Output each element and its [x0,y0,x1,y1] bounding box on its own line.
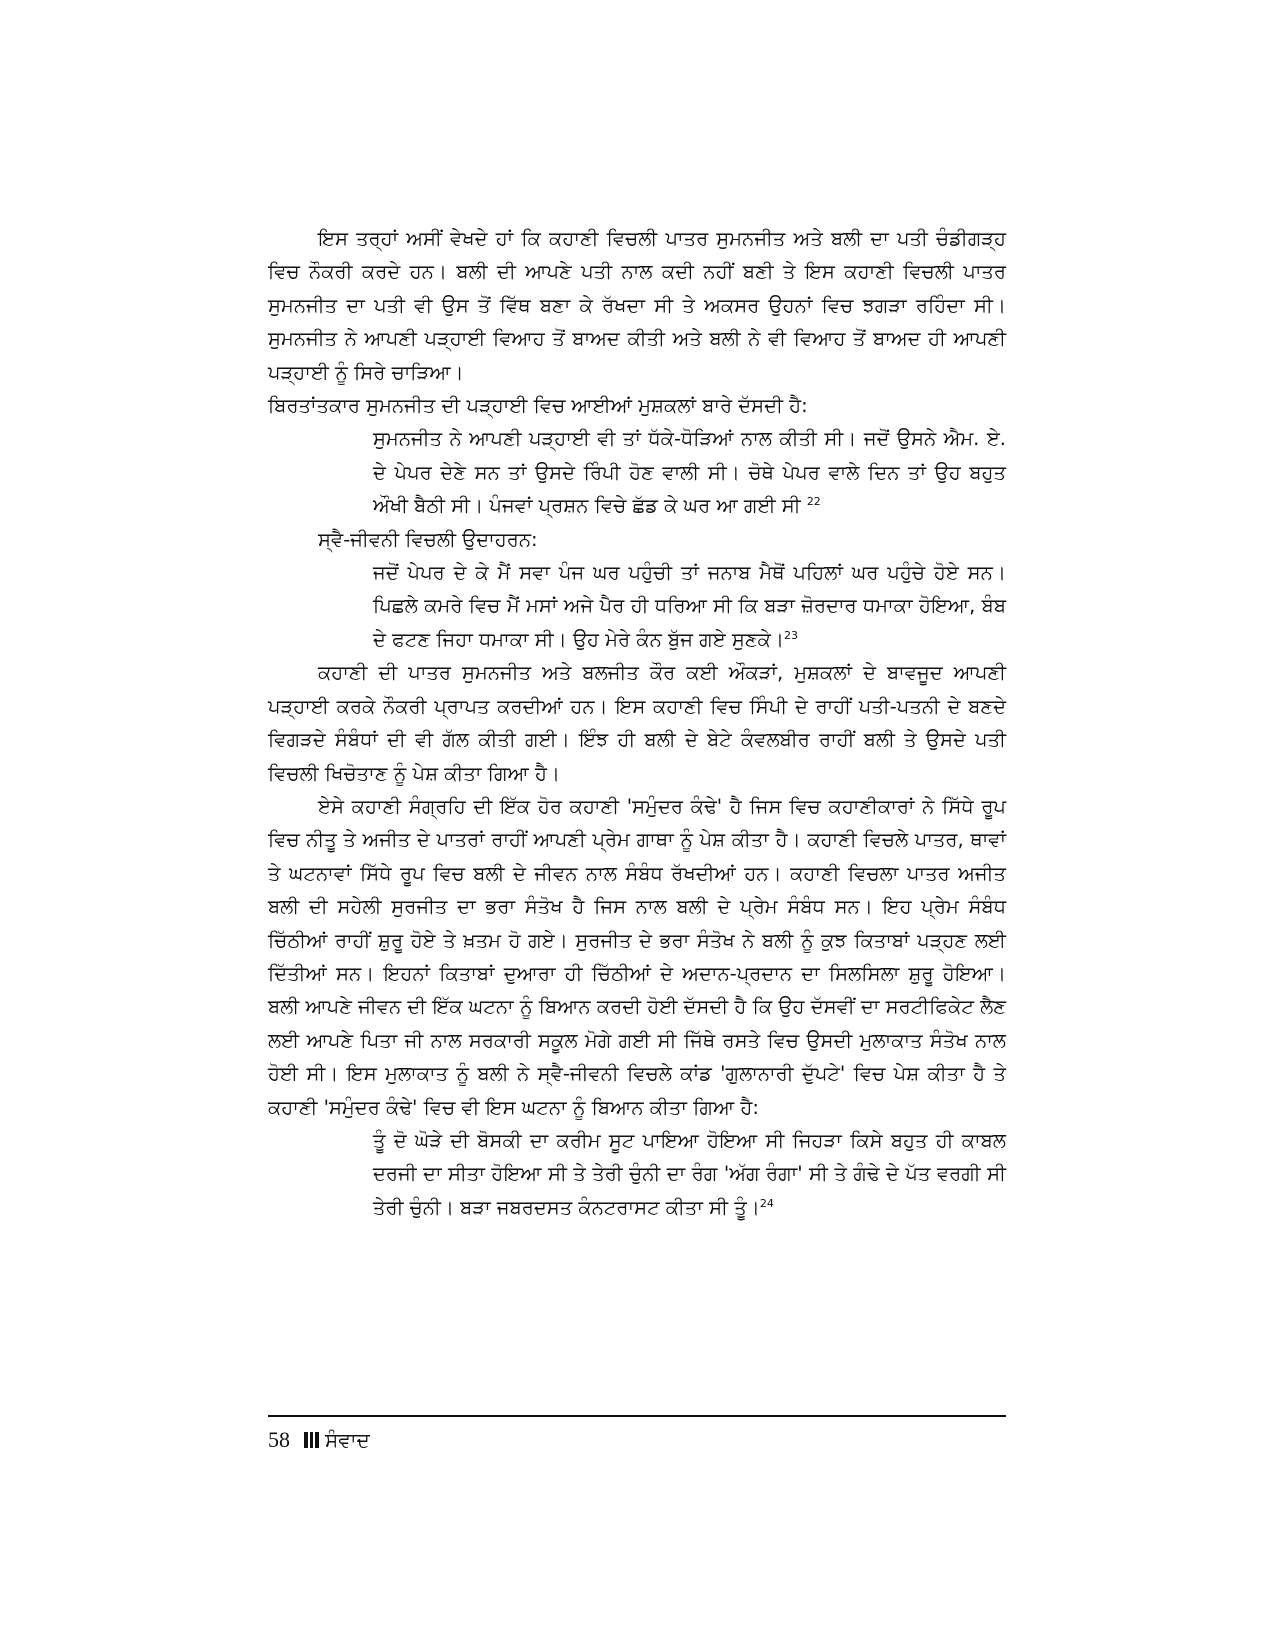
paragraph-1: ਇਸ ਤਰ੍ਹਾਂ ਅਸੀਂ ਵੇਖਦੇ ਹਾਂ ਕਿ ਕਹਾਣੀ ਵਿਚਲੀ ਪਾਤਰ ਸੁਮਨਜੀਤ ਅਤੇ ਬਲੀ ਦਾ ਪਤੀ ਚੰਡੀਗੜ੍ਹ ਵਿਚ ਨੌਕਰੀ ਕਰਦੇ ਹਨ। ਬਲੀ ਦੀ ਆਪਣੇ ਪਤੀ ਨਾਲ ਕਦੀ ਨਹੀਂ ਬਣੀ ਤੇ ਇਸ ਕਹਾਣੀ ਵਿਚਲੀ ਪਾਤਰ ਸੁਮਨਜੀਤ ਦਾ ਪਤੀ ਵੀ ਉਸ ਤੋਂ ਵਿੱਥ ਬਣਾ ਕੇ ਰੱਖਦਾ ਸੀ ਤੇ ਅਕਸਰ ਉਹਨਾਂ ਵਿਚ ਝਗੜਾ ਰਹਿੰਦਾ ਸੀ। ਸੁਮਨਜੀਤ ਨੇ ਆਪਣੀ ਪੜ੍ਹਾਈ ਵਿਆਹ ਤੋਂ ਬਾਅਦ ਕੀਤੀ ਅਤੇ ਬਲੀ ਨੇ ਵੀ ਵਿਆਹ ਤੋਂ ਬਾਅਦ ਹੀ ਆਪਣੀ ਪੜ੍ਹਾਈ ਨੂੰ ਸਿਰੇ ਚਾੜਿਆ। [268,227,1006,384]
block-quote-1 [373,422,1006,522]
paragraph-2: ਕਹਾਣੀ ਦੀ ਪਾਤਰ ਸੁਮਨਜੀਤ ਅਤੇ ਬਲਜੀਤ ਕੌਰ ਕਈ ਔਕੜਾਂ, ਮੁਸ਼ਕਲਾਂ ਦੇ ਬਾਵਜੂਦ ਆਪਣੀ ਪੜ੍ਹਾਈ ਕਰਕੇ ਨੌਕਰੀ ਪ੍ਰਾਪਤ ਕਰਦੀਆਂ ਹਨ। ਇਸ ਕਹਾਣੀ ਵਿਚ ਸਿੰਪੀ ਦੇ ਰਾਹੀਂ ਪਤੀ-ਪਤਨੀ ਦੇ ਬਣਦੇ ਵਿਗੜਦੇ ਸੰਬੰਧਾਂ ਦੀ ਵੀ ਗੱਲ ਕੀਤੀ ਗਈ। ਇੰਝ ਹੀ ਬਲੀ ਦੇ ਬੇਟੇ ਕੰਵਲਬੀਰ ਰਾਹੀਂ ਬਲੀ ਤੇ ਉਸਦੇ ਪਤੀ ਵਿਚਲੀ ਖਿਚੋਤਾਣ ਨੂੰ ਪੇਸ਼ ਕੀਤਾ ਗਿਆ ਹੈ। [268,661,1006,785]
footnote-ref-24: 24 [759,1196,774,1210]
example-heading: ਸ੍ਵੈ-ਜੀਵਨੀ ਵਿਚਲੀ ਉਦਾਹਰਨ: [318,527,538,551]
footer-divider [268,1415,1006,1417]
footnote-ref-22: 22 [806,495,821,509]
footnote-ref-23: 23 [784,628,798,642]
block-quote-3 [373,1124,1006,1224]
page-footer [268,1423,370,1457]
paragraph-1-lead-in: ਬਿਰਤਾਂਤਕਾਰ ਸੁਮਨਜੀਤ ਦੀ ਪੜ੍ਹਾਈ ਵਿਚ ਆਈਆਂ ਮੁਸ਼ਕਲਾਂ ਬਾਰੇ ਦੱਸਦੀ ਹੈ: [268,394,808,418]
quote-1-text: ਸੁਮਨਜੀਤ ਨੇ ਆਪਣੀ ਪੜ੍ਹਾਈ ਵੀ ਤਾਂ ਧੱਕੇ-ਧੋੜਿਆਂ ਨਾਲ ਕੀਤੀ ਸੀ। ਜਦੋਂ ਉਸਨੇ ਐਮ. ਏ. ਦੇ ਪੇਪਰ ਦੇਣੇ ਸਨ ਤਾਂ ਉਸਦੇ ਰਿੰਪੀ ਹੋਣ ਵਾਲੀ ਸੀ। ਚੋਥੇ ਪੇਪਰ ਵਾਲੇ ਦਿਨ ਤਾਂ ਉਹ ਬਹੁਤ ਔਖੀ ਬੈਠੀ ਸੀ। ਪੰਜਵਾਂ ਪ੍ਰਸ਼ਨ ਵਿਚੇ ਛੱਡ ਕੇ ਘਰ ਆ ਗਈ ਸੀ [373,427,1006,518]
vertical-bars-icon [304,1432,319,1448]
paragraph-3: ਏਸੇ ਕਹਾਣੀ ਸੰਗ੍ਰਹਿ ਦੀ ਇੱਕ ਹੋਰ ਕਹਾਣੀ 'ਸਮੁੰਦਰ ਕੰਢੇ' ਹੈ ਜਿਸ ਵਿਚ ਕਹਾਣੀਕਾਰਾਂ ਨੇ ਸਿੱਧੇ ਰੂਪ ਵਿਚ ਨੀਤੂ ਤੇ ਅਜੀਤ ਦੇ ਪਾਤਰਾਂ ਰਾਹੀਂ ਆਪਣੀ ਪ੍ਰੇਮ ਗਾਥਾ ਨੂੰ ਪੇਸ਼ ਕੀਤਾ ਹੈ। ਕਹਾਣੀ ਵਿਚਲੇ ਪਾਤਰ, ਥਾਵਾਂ ਤੇ ਘਟਨਾਵਾਂ ਸਿੱਧੇ ਰੂਪ ਵਿਚ ਬਲੀ ਦੇ ਜੀਵਨ ਨਾਲ ਸੰਬੰਧ ਰੱਖਦੀਆਂ ਹਨ। ਕਹਾਣੀ ਵਿਚਲਾ ਪਾਤਰ ਅਜੀਤ ਬਲੀ ਦੀ ਸਹੇਲੀ ਸੁਰਜੀਤ ਦਾ ਭਰਾ ਸੰਤੋਖ ਹੈ ਜਿਸ ਨਾਲ ਬਲੀ ਦੇ ਪ੍ਰੇਮ ਸੰਬੰਧ ਸਨ। ਇਹ ਪ੍ਰੇਮ ਸੰਬੰਧ ਚਿੱਠੀਆਂ ਰਾਹੀਂ ਸ਼ੁਰੂ ਹੋਏ ਤੇ ਖ਼ਤਮ ਹੋ ਗਏ। ਸੁਰਜੀਤ ਦੇ ਭਰਾ ਸੰਤੋਖ ਨੇ ਬਲੀ ਨੂੰ ਕੁਝ ਕਿਤਾਬਾਂ ਪੜ੍ਹਣ ਲਈ ਦਿੱਤੀਆਂ ਸਨ। ਇਹਨਾਂ ਕਿਤਾਬਾਂ ਦੁਆਰਾ ਹੀ ਚਿੱਠੀਆਂ ਦੇ ਅਦਾਨ-ਪ੍ਰਦਾਨ ਦਾ ਸਿਲਸਿਲਾ ਸ਼ੁਰੂ ਹੋਇਆ। ਬਲੀ ਆਪਣੇ ਜੀਵਨ ਦੀ ਇੱਕ ਘਟਨਾ ਨੂੰ ਬਿਆਨ ਕਰਦੀ ਹੋਈ ਦੱਸਦੀ ਹੈ ਕਿ ਉਹ ਦੱਸਵੀਂ ਦਾ ਸਰਟੀਫਿਕੇਟ ਲੈਣ ਲਈ ਆਪਣੇ ਪਿਤਾ ਜੀ ਨਾਲ ਸਰਕਾਰੀ ਸਕੂਲ ਮੋਗੇ ਗਈ ਸੀ ਜਿੱਥੇ ਰਸਤੇ ਵਿਚ ਉਸਦੀ ਮੁਲਾਕਾਤ ਸੰਤੋਖ ਨਾਲ ਹੋਈ ਸੀ। ਇਸ ਮੁਲਾਕਾਤ ਨੂੰ ਬਲੀ ਨੇ ਸ੍ਵੈ-ਜੀਵਨੀ ਵਿਚਲੇ ਕਾਂਡ 'ਗੁਲਾਨਾਰੀ ਦੁੱਪਟੇ' ਵਿਚ ਪੇਸ਼ ਕੀਤਾ ਹੈ ਤੇ ਕਹਾਣੀ 'ਸਮੁੰਦਰ ਕੰਢੇ' ਵਿਚ ਵੀ ਇਸ ਘਟਨਾ ਨੂੰ ਬਿਆਨ ਕੀਤਾ ਗਿਆ ਹੈ: [268,794,1006,1119]
publication-title: ਸੰਵਾਦ [325,1428,370,1452]
quote-3-text: ਤੂੰ ਦੋ ਘੋੜੇ ਦੀ ਬੋਸਕੀ ਦਾ ਕਰੀਮ ਸੂਟ ਪਾਇਆ ਹੋਇਆ ਸੀ ਜਿਹੜਾ ਕਿਸੇ ਬਹੁਤ ਹੀ ਕਾਬਲ ਦਰਜੀ ਦਾ ਸੀਤਾ ਹੋਇਆ ਸੀ ਤੇ ਤੇਰੀ ਚੁੰਨੀ ਦਾ ਰੰਗ 'ਅੱਗ ਰੰਗਾ' ਸੀ ਤੇ ਗੰਢੇ ਦੇ ਪੱਤ ਵਰਗੀ ਸੀ ਤੇਰੀ ਚੁੰਨੀ। ਬੜਾ ਜਬਰਦਸਤ ਕੰਨਟਰਾਸਟ ਕੀਤਾ ਸੀ ਤੂੰ। [373,1128,1006,1219]
block-quote-2 [373,556,1006,656]
quote-2-text: ਜਦੋਂ ਪੇਪਰ ਦੇ ਕੇ ਮੈਂ ਸਵਾ ਪੰਜ ਘਰ ਪਹੁੰਚੀ ਤਾਂ ਜਨਾਬ ਮੈਥੋਂ ਪਹਿਲਾਂ ਘਰ ਪਹੁੰਚੇ ਹੋਏ ਸਨ। ਪਿਛਲੇ ਕਮਰੇ ਵਿਚ ਮੈਂ ਮਸਾਂ ਅਜੇ ਪੈਰ ਹੀ ਧਰਿਆ ਸੀ ਕਿ ਬੜਾ ਜ਼ੋਰਦਾਰ ਧਮਾਕਾ ਹੋਇਆ, ਬੰਬ ਦੇ ਫਟਣ ਜਿਹਾ ਧਮਾਕਾ ਸੀ। ਉਹ ਮੇਰੇ ਕੰਨ ਬੁੱਜ ਗਏ ਸੁਣਕੇ। [373,561,1006,651]
page-number: 58 [268,1427,290,1452]
body-text [268,222,1006,1224]
